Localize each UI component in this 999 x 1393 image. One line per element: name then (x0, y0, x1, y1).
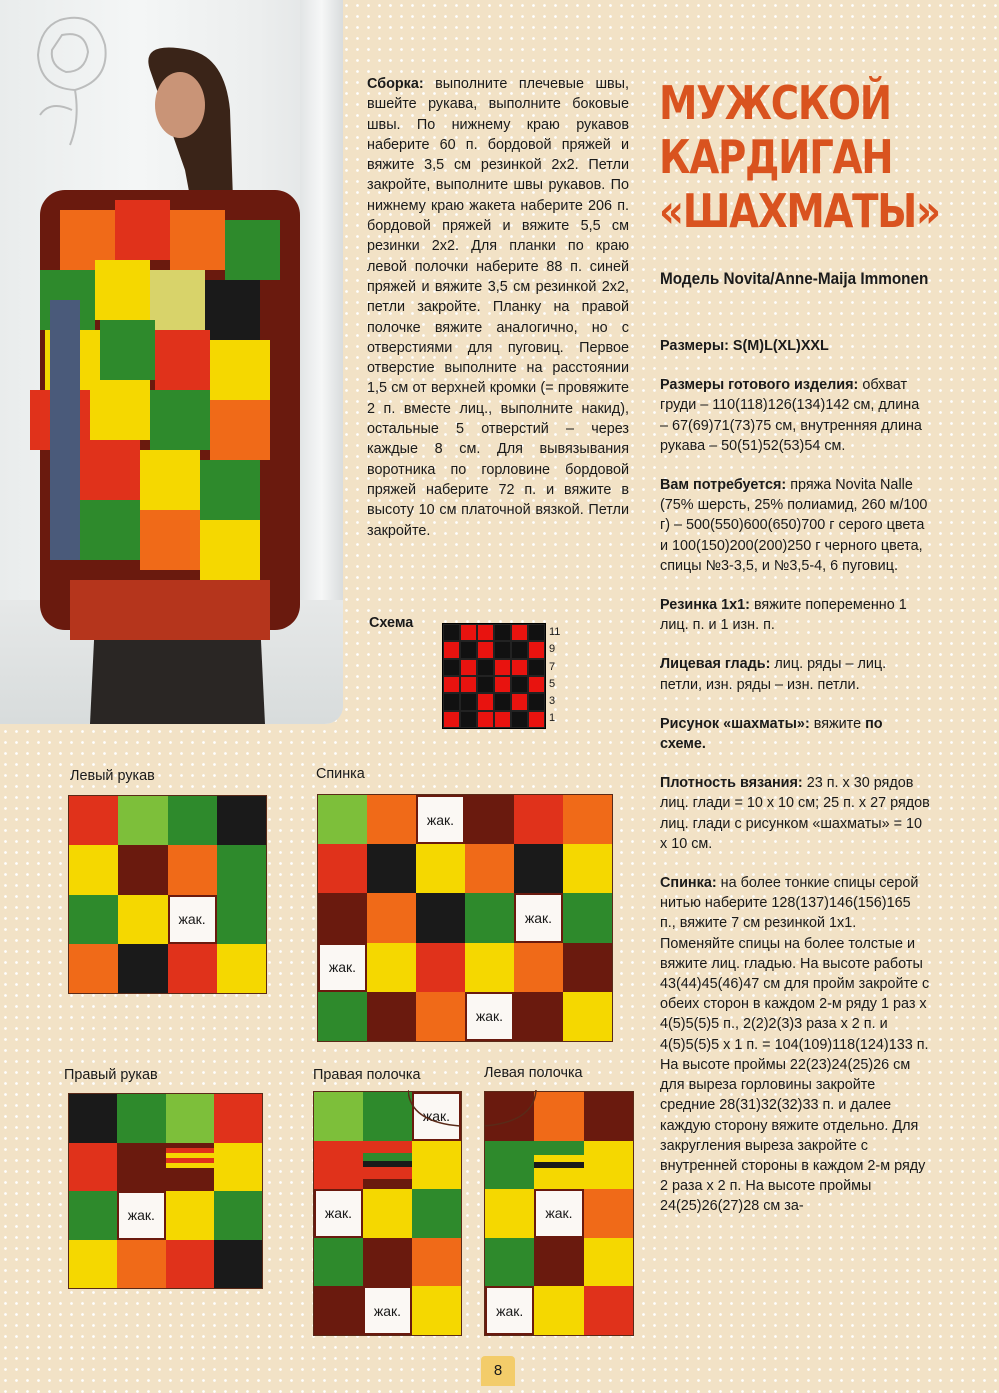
color-block (69, 1240, 117, 1289)
jacket-pocket-marker: жак. (316, 1191, 361, 1236)
row-number: 3 (549, 695, 556, 708)
scheme-cell (494, 693, 511, 710)
color-block (514, 795, 563, 844)
jacket-pocket-marker: жак. (119, 1193, 163, 1238)
color-block (166, 1240, 214, 1289)
scheme-cell (511, 711, 528, 728)
color-block (118, 845, 167, 894)
spec-label: Спинка: (660, 875, 717, 892)
color-block (314, 1189, 363, 1238)
color-block (485, 1141, 534, 1190)
label-left-sleeve: Левый рукав (70, 768, 155, 784)
stripe (363, 1153, 412, 1162)
spec-label: Размеры: (660, 338, 729, 354)
color-block (214, 1240, 262, 1289)
scheme-cell (477, 659, 494, 676)
color-block (416, 795, 465, 844)
color-block (367, 795, 416, 844)
spec-back (660, 873, 930, 1216)
spec-finished-size (660, 375, 930, 456)
jacket-pocket-marker: жак. (516, 895, 561, 940)
scheme-cell (511, 676, 528, 693)
left-sleeve-diagram (68, 795, 267, 994)
spec-label: Вам потребуется: (660, 477, 787, 494)
scheme-cell (460, 624, 477, 641)
color-block (314, 1238, 363, 1287)
jacket-pocket-marker: жак. (414, 1094, 459, 1139)
scheme-cell (477, 693, 494, 710)
color-block (118, 796, 167, 845)
spec-materials (660, 475, 930, 576)
scheme-cell (528, 659, 545, 676)
color-block (412, 1189, 461, 1238)
color-block (584, 1092, 633, 1141)
jacket-pocket-marker: жак. (467, 994, 512, 1039)
right-sleeve-diagram (68, 1093, 263, 1289)
color-block (534, 1092, 583, 1141)
spec-gauge (660, 773, 930, 854)
title-line-1: МУЖСКОЙ (659, 76, 891, 130)
spec-text: вяжите попеременно 1 лиц. п. и 1 изн. п. (660, 597, 907, 634)
spec-label: Лицевая гладь: (660, 656, 771, 673)
spec-text: пряжа Novita Nalle (75% шерсть, 25% полиамид, 260 м/100 г) – 500(550)600(650)700 г серого цвета и 100(150)200(200)250 г черного цвета, спицы №3-3,5, и №3,5-4, 6 пуговиц. (660, 477, 928, 574)
spec-chess-pattern (660, 714, 930, 754)
row-number: 9 (549, 643, 556, 656)
left-front-neckline (484, 1090, 538, 1130)
scheme-cell (511, 641, 528, 658)
color-block (367, 943, 416, 992)
color-block (118, 895, 167, 944)
color-block (363, 1286, 412, 1335)
color-block (367, 844, 416, 893)
color-block (318, 844, 367, 893)
jacket-pocket-marker: жак. (536, 1191, 581, 1236)
color-block (314, 1141, 363, 1190)
color-block (584, 1189, 633, 1238)
chess-scheme-chart (442, 623, 546, 729)
color-block (117, 1143, 165, 1192)
color-block (217, 796, 266, 845)
color-block (318, 943, 367, 992)
color-block (314, 1286, 363, 1335)
color-block (69, 895, 118, 944)
scheme-cell (494, 659, 511, 676)
label-left-front: Левая полочка (484, 1065, 583, 1081)
color-block (217, 895, 266, 944)
color-block (584, 1141, 633, 1190)
page-title (659, 76, 940, 238)
color-block (166, 1191, 214, 1240)
scheme-cell (477, 711, 494, 728)
color-block (412, 1286, 461, 1335)
color-block (69, 796, 118, 845)
title-line-3: «ШАХМАТЫ» (659, 184, 940, 238)
spec-label: Размеры готового изделия: (660, 377, 859, 394)
color-block (166, 1143, 214, 1192)
spec-text: лиц. ряды – лиц. петли, изн. ряды – изн. петли. (660, 656, 887, 693)
spec-text: на более тонкие спицы серой нитью наберите 128(137)146(156)165 п., вяжите 7 см резинкой 1х1. Поменяйте спицы на более толстые и вяжите лиц. гладью. На высоте работы 43(44)45(46)47 см для пройм закройте с обеих сторон в каждом 2-м ряду 1 раз х 4(5)5(5)5 п., 2(2)2(3)3 раза х 2 п. и 4(5)5(5)5 х 1 п. = 104(109)118(124)133 п. На высоте проймы 22(23)24(25)26 см для выреза горловины закройте средние 28(31)32(32)33 п. и далее каждую сторону вяжите отдельно. Для закругления выреза закройте с внутренней стороны в каждом 2-м ряду 2 раза х 2 п. На высоте проймы 24(25)26(27)28 см за- (660, 875, 930, 1215)
color-block (117, 1094, 165, 1143)
scheme-cell (443, 711, 460, 728)
scheme-cell (528, 693, 545, 710)
color-block (69, 1191, 117, 1240)
jacket-pocket-marker: жак. (320, 945, 365, 990)
color-block (168, 895, 217, 944)
spec-tail: по схеме. (660, 715, 883, 753)
color-block (69, 1094, 117, 1143)
scheme-cell (443, 659, 460, 676)
color-block (514, 893, 563, 942)
row-number: 5 (549, 677, 556, 690)
row-number: 7 (549, 660, 556, 673)
color-block (69, 944, 118, 993)
color-block (318, 893, 367, 942)
scheme-cell (528, 676, 545, 693)
scheme-cell (443, 693, 460, 710)
color-block (117, 1240, 165, 1289)
stripe (534, 1155, 583, 1162)
jacket-pocket-marker: жак. (487, 1288, 532, 1333)
row-number: 11 (549, 626, 561, 638)
scheme-cell (528, 641, 545, 658)
color-block (367, 893, 416, 942)
color-block (563, 992, 612, 1041)
spec-text: вяжите (809, 715, 866, 732)
color-block (534, 1189, 583, 1238)
spec-text: S(M)L(XL)XXL (728, 338, 829, 354)
color-block (217, 845, 266, 894)
color-block (485, 1238, 534, 1287)
color-block (363, 1189, 412, 1238)
assembly-text (367, 74, 629, 541)
color-block (118, 944, 167, 993)
color-block (367, 992, 416, 1041)
color-block (534, 1238, 583, 1287)
color-block (416, 893, 465, 942)
color-block (416, 992, 465, 1041)
color-block (485, 1189, 534, 1238)
scheme-cell (511, 693, 528, 710)
color-block (214, 1094, 262, 1143)
scheme-cell (460, 676, 477, 693)
stripe (363, 1167, 412, 1179)
color-block (318, 795, 367, 844)
spec-sizes (660, 336, 930, 356)
title-line-2: КАРДИГАН (659, 130, 893, 184)
scheme-label: Схема (369, 615, 414, 631)
stripe (363, 1141, 412, 1153)
scheme-cell (494, 676, 511, 693)
color-block (214, 1191, 262, 1240)
color-block (416, 943, 465, 992)
color-block (412, 1141, 461, 1190)
scheme-cell (477, 641, 494, 658)
scheme-cell (443, 641, 460, 658)
color-block (465, 844, 514, 893)
color-block (363, 1092, 412, 1141)
row-number: 1 (549, 712, 556, 725)
scheme-cell (460, 659, 477, 676)
color-block (69, 845, 118, 894)
spec-label: Резинка 1х1: (660, 597, 750, 614)
jacket-pocket-marker: жак. (418, 797, 463, 842)
color-block (584, 1238, 633, 1287)
right-front-neckline (408, 1090, 462, 1130)
scheme-cell (528, 711, 545, 728)
stripe (363, 1179, 412, 1189)
color-block (166, 1094, 214, 1143)
scheme-cell (477, 624, 494, 641)
scheme-cell (494, 711, 511, 728)
color-block (214, 1143, 262, 1192)
color-block (563, 943, 612, 992)
spec-label: Плотность вязания: (660, 775, 803, 792)
back-diagram (317, 794, 613, 1042)
color-block (412, 1238, 461, 1287)
scheme-cell (511, 624, 528, 641)
scheme-cell (528, 624, 545, 641)
color-block (168, 944, 217, 993)
color-block (69, 1143, 117, 1192)
label-back: Спинка (316, 766, 365, 782)
stripe (166, 1168, 214, 1191)
label-right-sleeve: Правый рукав (64, 1067, 158, 1083)
scheme-cell (477, 676, 494, 693)
assembly-label: Сборка: (367, 76, 424, 92)
cardigan-photo (0, 0, 343, 724)
jacket-pocket-marker: жак. (170, 897, 215, 942)
spec-rib (660, 595, 930, 635)
color-block (318, 992, 367, 1041)
color-block (416, 844, 465, 893)
spec-text: 23 п. х 30 рядов лиц. глади = 10 х 10 см; 25 п. х 27 рядов лиц. глади с рисунком «шахматы» = 10 х 10 см. (660, 775, 930, 852)
stripe (534, 1148, 583, 1155)
color-block (363, 1141, 412, 1190)
scheme-cell (460, 693, 477, 710)
color-block (168, 796, 217, 845)
stripe (534, 1168, 583, 1189)
spec-stockinette (660, 654, 930, 694)
assembly-body: выполните плечевые швы, вшейте рукава, выполните боковые швы. По нижнему краю рукавов наберите 60 п. бордовой пряжей и вяжите 3,5 см резинкой 2х2. Петли закройте, выполните швы рукавов. По нижнему краю жакета наберите 206 п. бордовой пряжей и вяжите 5,5 см резинки 2х2. Для планки по краю левой полочки наберите 88 п. синей пряжей и вяжите 3,5 см резинкой 2х2, петли закройте. Планку на правой полочке вяжите аналогично, но с отверстиями для пуговиц. Первое отверстие выполните на расстоянии 1,5 см от верхней кромки (= провяжите 2 п. вместе лиц., выполните накид), остальные 5 отверстий – через каждые 8 см. Для вывязывания воротника по горловине бордовой пряжей наберите 72 п. и вяжите в высоту 10 см платочной вязкой. Петли закройте. (367, 76, 629, 539)
rose-watermark-icon (0, 0, 150, 150)
scheme-cell (494, 624, 511, 641)
color-block (168, 845, 217, 894)
scheme-cell (443, 624, 460, 641)
color-block (117, 1191, 165, 1240)
color-block (563, 795, 612, 844)
spec-label: Рисунок «шахматы»: (660, 715, 810, 732)
color-block (217, 944, 266, 993)
spec-text: обхват груди – 110(118)126(134)142 см, длина – 67(69)71(73)75 см, внутренняя длина рукава – 50(51)52(53)54 см. (660, 377, 922, 454)
color-block (514, 943, 563, 992)
scheme-cell (511, 659, 528, 676)
color-block (465, 893, 514, 942)
page-number: 8 (481, 1356, 515, 1386)
color-block (584, 1286, 633, 1335)
color-block (485, 1286, 534, 1335)
scheme-cell (460, 641, 477, 658)
scheme-cell (494, 641, 511, 658)
scheme-cell (460, 711, 477, 728)
color-block (363, 1238, 412, 1287)
color-block (563, 893, 612, 942)
color-block (534, 1141, 583, 1190)
color-block (465, 795, 514, 844)
color-block (534, 1286, 583, 1335)
color-block (563, 844, 612, 893)
color-block (314, 1092, 363, 1141)
scheme-cell (443, 676, 460, 693)
color-block (514, 844, 563, 893)
label-right-front: Правая полочка (313, 1067, 421, 1083)
color-block (514, 992, 563, 1041)
color-block (465, 992, 514, 1041)
scheme-row-numbers (549, 624, 560, 728)
jacket-pocket-marker: жак. (365, 1288, 410, 1333)
color-block (465, 943, 514, 992)
specs-column (660, 336, 930, 1236)
model-credit: Модель Novita/Anne-Maija Immonen (660, 269, 929, 288)
